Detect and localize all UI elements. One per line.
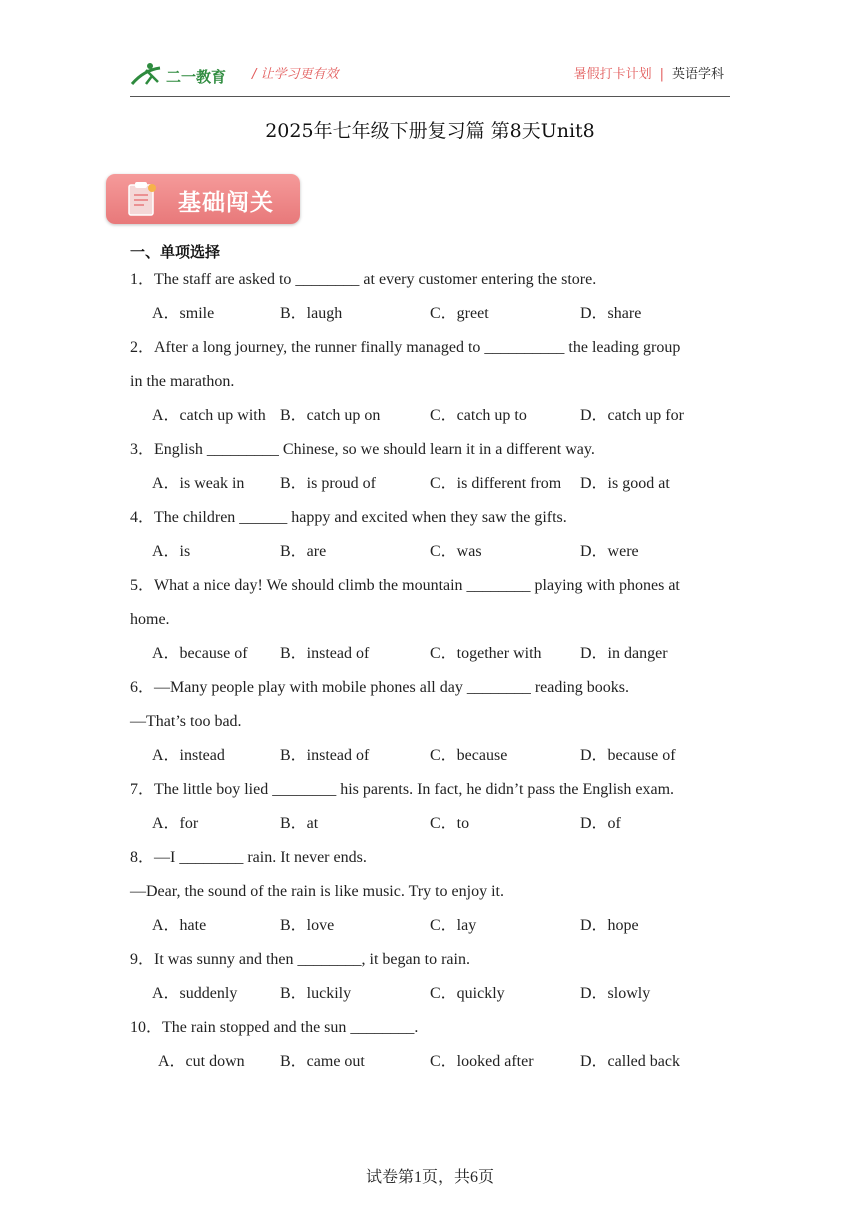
option-b[interactable]: B．instead of (280, 747, 370, 764)
options-row (0, 984, 860, 1004)
option-a[interactable]: A．cut down (158, 1053, 245, 1070)
logo (130, 60, 246, 90)
page-footer: 试卷第1页，共6页 (365, 1169, 494, 1186)
options-row (0, 1052, 860, 1072)
option-b[interactable]: B．laugh (280, 305, 343, 322)
option-c[interactable]: C．together with (430, 645, 542, 662)
question-stem: 9．It was sunny and then ________, it began to rain. (130, 951, 470, 968)
options-row (0, 916, 860, 936)
option-d[interactable]: D．hope (580, 917, 639, 934)
options-row (0, 542, 860, 562)
page-title: 2025年七年级下册复习篇 第8天Unit8 (265, 120, 595, 142)
option-a[interactable]: A．because of (152, 645, 248, 662)
question-line: in the marathon. (130, 373, 235, 390)
question-line: —That’s too bad. (130, 713, 242, 730)
option-c[interactable]: C．because (430, 747, 508, 764)
options-row (0, 406, 860, 426)
option-b[interactable]: B．luckily (280, 985, 352, 1002)
question-stem: 2．After a long journey, the runner finally managed to __________ the leading group (130, 339, 681, 356)
option-b[interactable]: B．love (280, 917, 335, 934)
question-line: —Dear, the sound of the rain is like music. Try to enjoy it. (130, 883, 504, 900)
option-c[interactable]: C．to (430, 815, 470, 832)
option-a[interactable]: A．is weak in (152, 475, 245, 492)
slogan: / 让学习更有效 (252, 67, 339, 82)
header-divider (130, 96, 730, 97)
option-d[interactable]: D．catch up for (580, 407, 684, 424)
header-separator: | (659, 67, 664, 82)
option-b[interactable]: B．is proud of (280, 475, 377, 492)
option-c[interactable]: C．is different from (430, 475, 562, 492)
option-a[interactable]: A．for (152, 815, 199, 832)
header-right (574, 63, 724, 82)
option-a[interactable]: A．catch up with (152, 407, 266, 424)
options-row (0, 746, 860, 766)
option-a[interactable]: A．is (152, 543, 191, 560)
question-stem: 7．The little boy lied ________ his parents. In fact, he didn’t pass the English exam. (130, 781, 675, 798)
badge-label: 基础闯关 (178, 190, 274, 216)
option-a[interactable]: A．smile (152, 305, 215, 322)
option-d[interactable]: D．in danger (580, 645, 668, 662)
option-d[interactable]: D．of (580, 815, 621, 832)
option-d[interactable]: D．called back (580, 1053, 680, 1070)
question-stem: 5．What a nice day! We should climb the mountain ________ playing with phones at (130, 577, 680, 594)
option-c[interactable]: C．catch up to (430, 407, 527, 424)
page-header (130, 54, 730, 98)
option-a[interactable]: A．suddenly (152, 985, 238, 1002)
subject-label: 英语学科 (671, 67, 724, 82)
question-stem: 10．The rain stopped and the sun ________. (130, 1019, 419, 1036)
section-title: 一、单项选择 (130, 243, 221, 261)
option-c[interactable]: C．looked after (430, 1053, 534, 1070)
option-d[interactable]: D．is good at (580, 475, 670, 492)
logo-text: 二一教育 (166, 68, 227, 86)
option-c[interactable]: C．quickly (430, 985, 505, 1002)
option-c[interactable]: C．lay (430, 917, 477, 934)
plan-label: 暑假打卡计划 (573, 67, 652, 82)
option-d[interactable]: D．were (580, 543, 639, 560)
question-stem: 1．The staff are asked to ________ at every customer entering the store. (130, 271, 597, 288)
question-stem: 8．—I ________ rain. It never ends. (130, 849, 367, 866)
options-row (0, 474, 860, 494)
options-row (0, 304, 860, 324)
question-line: home. (130, 611, 170, 628)
option-d[interactable]: D．slowly (580, 985, 651, 1002)
options-row (0, 644, 860, 664)
option-d[interactable]: D．because of (580, 747, 676, 764)
option-c[interactable]: C．greet (430, 305, 489, 322)
option-a[interactable]: A．instead (152, 747, 225, 764)
option-b[interactable]: B．instead of (280, 645, 370, 662)
option-b[interactable]: B．catch up on (280, 407, 381, 424)
section-badge (106, 174, 300, 224)
question-stem: 4．The children ______ happy and excited when they saw the gifts. (130, 509, 567, 526)
option-b[interactable]: B．came out (280, 1053, 365, 1070)
option-b[interactable]: B．are (280, 543, 327, 560)
option-d[interactable]: D．share (580, 305, 642, 322)
clipboard-icon (126, 180, 160, 218)
option-c[interactable]: C．was (430, 543, 482, 560)
option-a[interactable]: A．hate (152, 917, 207, 934)
question-stem: 6．—Many people play with mobile phones all day ________ reading books. (130, 679, 630, 696)
question-stem: 3．English _________ Chinese, so we should learn it in a different way. (130, 441, 595, 458)
option-b[interactable]: B．at (280, 815, 319, 832)
options-row (0, 814, 860, 834)
